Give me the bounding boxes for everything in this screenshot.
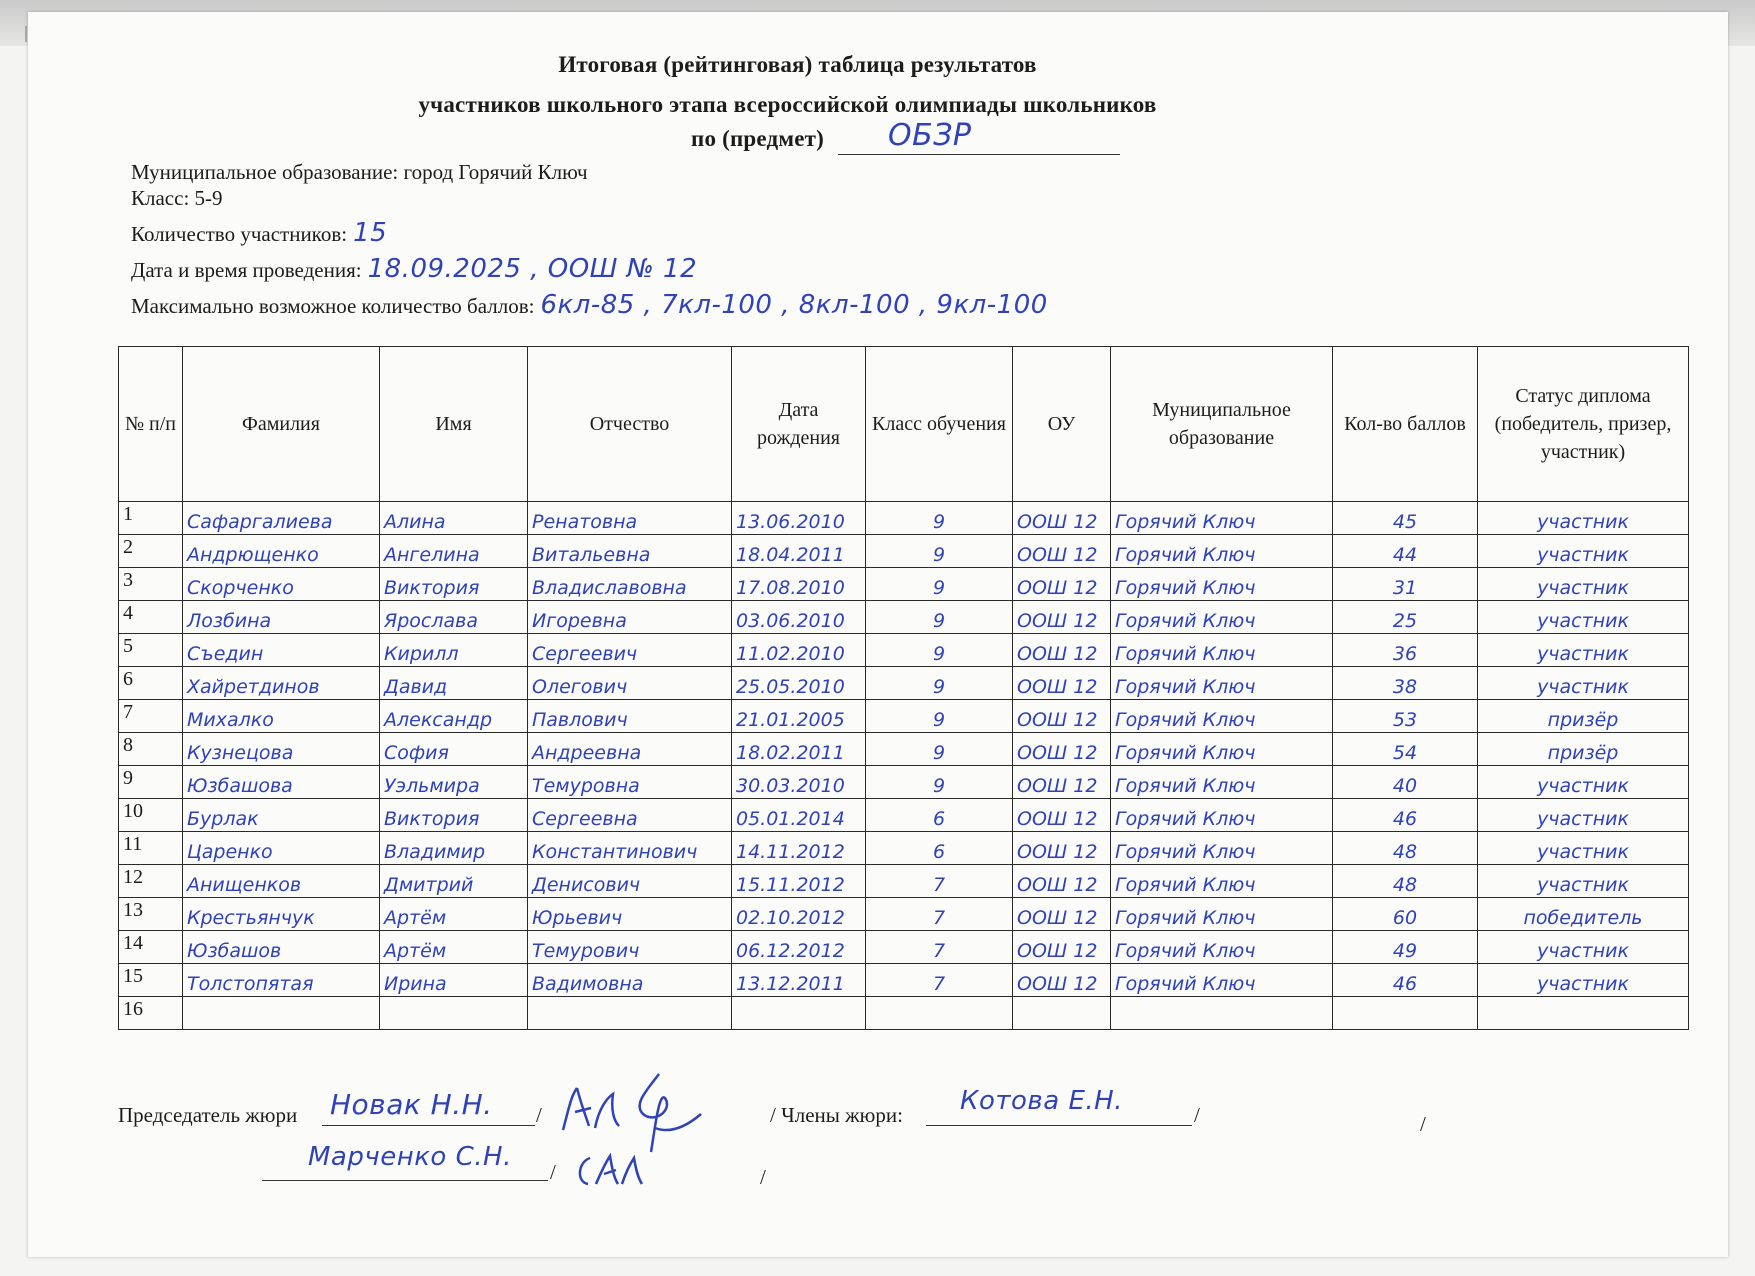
status-cell: призёр [1478,733,1689,766]
last-name-cell: Хайретдинов [183,667,380,700]
score-cell [1333,997,1478,1030]
birth-date-cell: 02.10.2012 [732,898,866,931]
col-header: Имя [380,347,528,502]
member2-signature [570,1148,650,1193]
last-name-cell: Кузнецова [183,733,380,766]
class-cell: 7 [866,898,1013,931]
table-header-row [119,347,1689,502]
class-cell: 7 [866,865,1013,898]
chair-name: Новак Н.Н. [330,1088,493,1121]
status-cell: участник [1478,766,1689,799]
status-cell: участник [1478,634,1689,667]
status-cell: участник [1478,568,1689,601]
birth-date-cell: 05.01.2014 [732,799,866,832]
table-row [119,766,1689,799]
table-row [119,601,1689,634]
class-cell: 9 [866,766,1013,799]
separator: / [1194,1103,1200,1127]
last-name-cell: Сафаргалиева [183,502,380,535]
date-value: 18.09.2025 , ООШ № 12 [367,254,698,284]
school-cell: ООШ 12 [1013,733,1111,766]
birth-date-cell [732,997,866,1030]
class-cell: 9 [866,502,1013,535]
class-line: Класс: 5-9 [131,186,223,210]
participants-value: 15 [353,218,388,248]
score-cell: 45 [1333,502,1478,535]
school-cell: ООШ 12 [1013,667,1111,700]
municipality-cell: Горячий Ключ [1111,601,1333,634]
middle-name-cell: Вадимовна [528,964,732,997]
score-cell: 40 [1333,766,1478,799]
col-header: № п/п [119,347,183,502]
score-cell: 48 [1333,865,1478,898]
row-number: 4 [119,601,183,634]
separator: / [1420,1112,1426,1136]
status-cell: участник [1478,799,1689,832]
birth-date-cell: 25.05.2010 [732,667,866,700]
first-name-cell: София [380,733,528,766]
last-name-cell: Толстопятая [183,964,380,997]
table-row [119,667,1689,700]
municipality-cell: Горячий Ключ [1111,832,1333,865]
status-cell: призёр [1478,700,1689,733]
row-number: 16 [119,997,183,1030]
score-cell: 54 [1333,733,1478,766]
municipality-line: Муниципальное образование: город Горячий Ключ [131,160,588,184]
birth-date-cell: 14.11.2012 [732,832,866,865]
status-cell: участник [1478,931,1689,964]
first-name-cell: Ирина [380,964,528,997]
middle-name-cell: Денисович [528,865,732,898]
class-cell: 7 [866,964,1013,997]
status-cell [1478,997,1689,1030]
municipality-cell: Горячий Ключ [1111,667,1333,700]
status-cell: победитель [1478,898,1689,931]
date-line [131,254,697,284]
first-name-cell: Дмитрий [380,865,528,898]
chair-underline [322,1125,535,1126]
school-cell: ООШ 12 [1013,832,1111,865]
last-name-cell [183,997,380,1030]
first-name-cell: Ярослава [380,601,528,634]
score-cell: 49 [1333,931,1478,964]
municipality-cell: Горячий Ключ [1111,568,1333,601]
status-cell: участник [1478,502,1689,535]
row-number: 10 [119,799,183,832]
table-row [119,568,1689,601]
school-cell: ООШ 12 [1013,799,1111,832]
document-title-line2: участников школьного этапа всероссийской олимпиады школьников [418,92,1157,117]
class-cell: 9 [866,733,1013,766]
class-cell: 7 [866,931,1013,964]
middle-name-cell: Олегович [528,667,732,700]
first-name-cell: Кирилл [380,634,528,667]
last-name-cell: Анищенков [183,865,380,898]
last-name-cell: Юзбашова [183,766,380,799]
school-cell: ООШ 12 [1013,634,1111,667]
last-name-cell: Съедин [183,634,380,667]
birth-date-cell: 15.11.2012 [732,865,866,898]
table-row [119,634,1689,667]
separator: / [536,1103,542,1127]
row-number: 1 [119,502,183,535]
school-cell: ООШ 12 [1013,898,1111,931]
school-cell: ООШ 12 [1013,601,1111,634]
separator: / [760,1165,766,1189]
class-cell: 6 [866,799,1013,832]
row-number: 9 [119,766,183,799]
first-name-cell: Ангелина [380,535,528,568]
score-cell: 44 [1333,535,1478,568]
score-cell: 46 [1333,964,1478,997]
separator: / [550,1160,556,1184]
birth-date-cell: 03.06.2010 [732,601,866,634]
municipality-cell: Горячий Ключ [1111,799,1333,832]
subject-underline [838,154,1120,155]
row-number: 3 [119,568,183,601]
municipality-cell: Горячий Ключ [1111,964,1333,997]
chair-signature [555,1068,725,1158]
municipality-cell: Горячий Ключ [1111,700,1333,733]
birth-date-cell: 06.12.2012 [732,931,866,964]
class-cell [866,997,1013,1030]
row-number: 8 [119,733,183,766]
first-name-cell: Владимир [380,832,528,865]
chair-label: Председатель жюри [118,1103,298,1127]
birth-date-cell: 11.02.2010 [732,634,866,667]
status-cell: участник [1478,964,1689,997]
municipality-cell: Горячий Ключ [1111,931,1333,964]
class-cell: 9 [866,568,1013,601]
municipality-cell: Горячий Ключ [1111,898,1333,931]
row-number: 14 [119,931,183,964]
last-name-cell: Бурлак [183,799,380,832]
score-cell: 36 [1333,634,1478,667]
birth-date-cell: 13.06.2010 [732,502,866,535]
birth-date-cell: 21.01.2005 [732,700,866,733]
col-header: Муниципальное образование [1111,347,1333,502]
date-label: Дата и время проведения: [131,258,362,282]
first-name-cell: Александр [380,700,528,733]
school-cell [1013,997,1111,1030]
results-table [118,346,1689,1030]
first-name-cell: Виктория [380,799,528,832]
birth-date-cell: 13.12.2011 [732,964,866,997]
members-label: / Члены жюри: [770,1103,903,1127]
score-cell: 38 [1333,667,1478,700]
middle-name-cell: Витальевна [528,535,732,568]
col-header: Отчество [528,347,732,502]
birth-date-cell: 30.03.2010 [732,766,866,799]
row-number: 7 [119,700,183,733]
middle-name-cell: Ренатовна [528,502,732,535]
table-row [119,799,1689,832]
last-name-cell: Юзбашов [183,931,380,964]
municipality-cell: Горячий Ключ [1111,766,1333,799]
school-cell: ООШ 12 [1013,865,1111,898]
last-name-cell: Царенко [183,832,380,865]
table-row [119,700,1689,733]
class-cell: 9 [866,667,1013,700]
table-row [119,898,1689,931]
col-header: Дата рождения [732,347,866,502]
status-cell: участник [1478,535,1689,568]
municipality-cell: Горячий Ключ [1111,502,1333,535]
max-score-line [131,290,1048,320]
school-cell: ООШ 12 [1013,568,1111,601]
municipality-cell: Горячий Ключ [1111,865,1333,898]
status-cell: участник [1478,601,1689,634]
last-name-cell: Андрющенко [183,535,380,568]
school-cell: ООШ 12 [1013,964,1111,997]
municipality-cell: Горячий Ключ [1111,535,1333,568]
middle-name-cell: Константинович [528,832,732,865]
row-number: 2 [119,535,183,568]
row-number: 15 [119,964,183,997]
score-cell: 60 [1333,898,1478,931]
municipality-cell: Горячий Ключ [1111,634,1333,667]
first-name-cell: Алина [380,502,528,535]
first-name-cell: Артём [380,931,528,964]
class-cell: 9 [866,535,1013,568]
table-row [119,733,1689,766]
subject-value: ОБЗР [888,118,972,153]
school-cell: ООШ 12 [1013,535,1111,568]
participants-line [131,218,387,248]
status-cell: участник [1478,865,1689,898]
birth-date-cell: 17.08.2010 [732,568,866,601]
middle-name-cell: Игоревна [528,601,732,634]
table-row [119,964,1689,997]
document-title-line1: Итоговая (рейтинговая) таблица результатов [558,52,1037,77]
member1-name: Котова Е.Н. [960,1086,1123,1116]
table-row [119,502,1689,535]
last-name-cell: Крестьянчук [183,898,380,931]
status-cell: участник [1478,667,1689,700]
first-name-cell: Давид [380,667,528,700]
middle-name-cell: Темуровна [528,766,732,799]
member1-underline [926,1125,1192,1126]
col-header: Статус диплома (победитель, призер, участник) [1478,347,1689,502]
score-cell: 46 [1333,799,1478,832]
municipality-cell [1111,997,1333,1030]
first-name-cell: Уэльмира [380,766,528,799]
class-cell: 6 [866,832,1013,865]
middle-name-cell: Сергеевич [528,634,732,667]
subject-label: по (предмет) [691,126,824,151]
class-cell: 9 [866,601,1013,634]
status-cell: участник [1478,832,1689,865]
max-score-label: Максимально возможное количество баллов: [131,294,535,318]
school-cell: ООШ 12 [1013,766,1111,799]
table-row [119,931,1689,964]
table-row [119,832,1689,865]
table-row [119,535,1689,568]
middle-name-cell: Павлович [528,700,732,733]
row-number: 6 [119,667,183,700]
score-cell: 31 [1333,568,1478,601]
score-cell: 48 [1333,832,1478,865]
first-name-cell: Артём [380,898,528,931]
municipality-cell: Горячий Ключ [1111,733,1333,766]
middle-name-cell: Сергеевна [528,799,732,832]
middle-name-cell: Юрьевич [528,898,732,931]
middle-name-cell [528,997,732,1030]
last-name-cell: Михалко [183,700,380,733]
middle-name-cell: Владиславовна [528,568,732,601]
col-header: Фамилия [183,347,380,502]
school-cell: ООШ 12 [1013,700,1111,733]
member2-underline [262,1180,548,1181]
max-score-value: 6кл-85 , 7кл-100 , 8кл-100 , 9кл-100 [540,290,1048,320]
col-header: Класс обучения [866,347,1013,502]
school-cell: ООШ 12 [1013,931,1111,964]
class-cell: 9 [866,634,1013,667]
middle-name-cell: Темурович [528,931,732,964]
last-name-cell: Скорченко [183,568,380,601]
first-name-cell: Виктория [380,568,528,601]
col-header: ОУ [1013,347,1111,502]
class-cell: 9 [866,700,1013,733]
table-row [119,997,1689,1030]
school-cell: ООШ 12 [1013,502,1111,535]
row-number: 5 [119,634,183,667]
row-number: 13 [119,898,183,931]
score-cell: 25 [1333,601,1478,634]
last-name-cell: Лозбина [183,601,380,634]
birth-date-cell: 18.02.2011 [732,733,866,766]
participants-label: Количество участников: [131,222,348,246]
table-row [119,865,1689,898]
col-header: Кол-во баллов [1333,347,1478,502]
birth-date-cell: 18.04.2011 [732,535,866,568]
row-number: 11 [119,832,183,865]
member2-name: Марченко С.Н. [308,1142,512,1172]
first-name-cell [380,997,528,1030]
middle-name-cell: Андреевна [528,733,732,766]
row-number: 12 [119,865,183,898]
score-cell: 53 [1333,700,1478,733]
